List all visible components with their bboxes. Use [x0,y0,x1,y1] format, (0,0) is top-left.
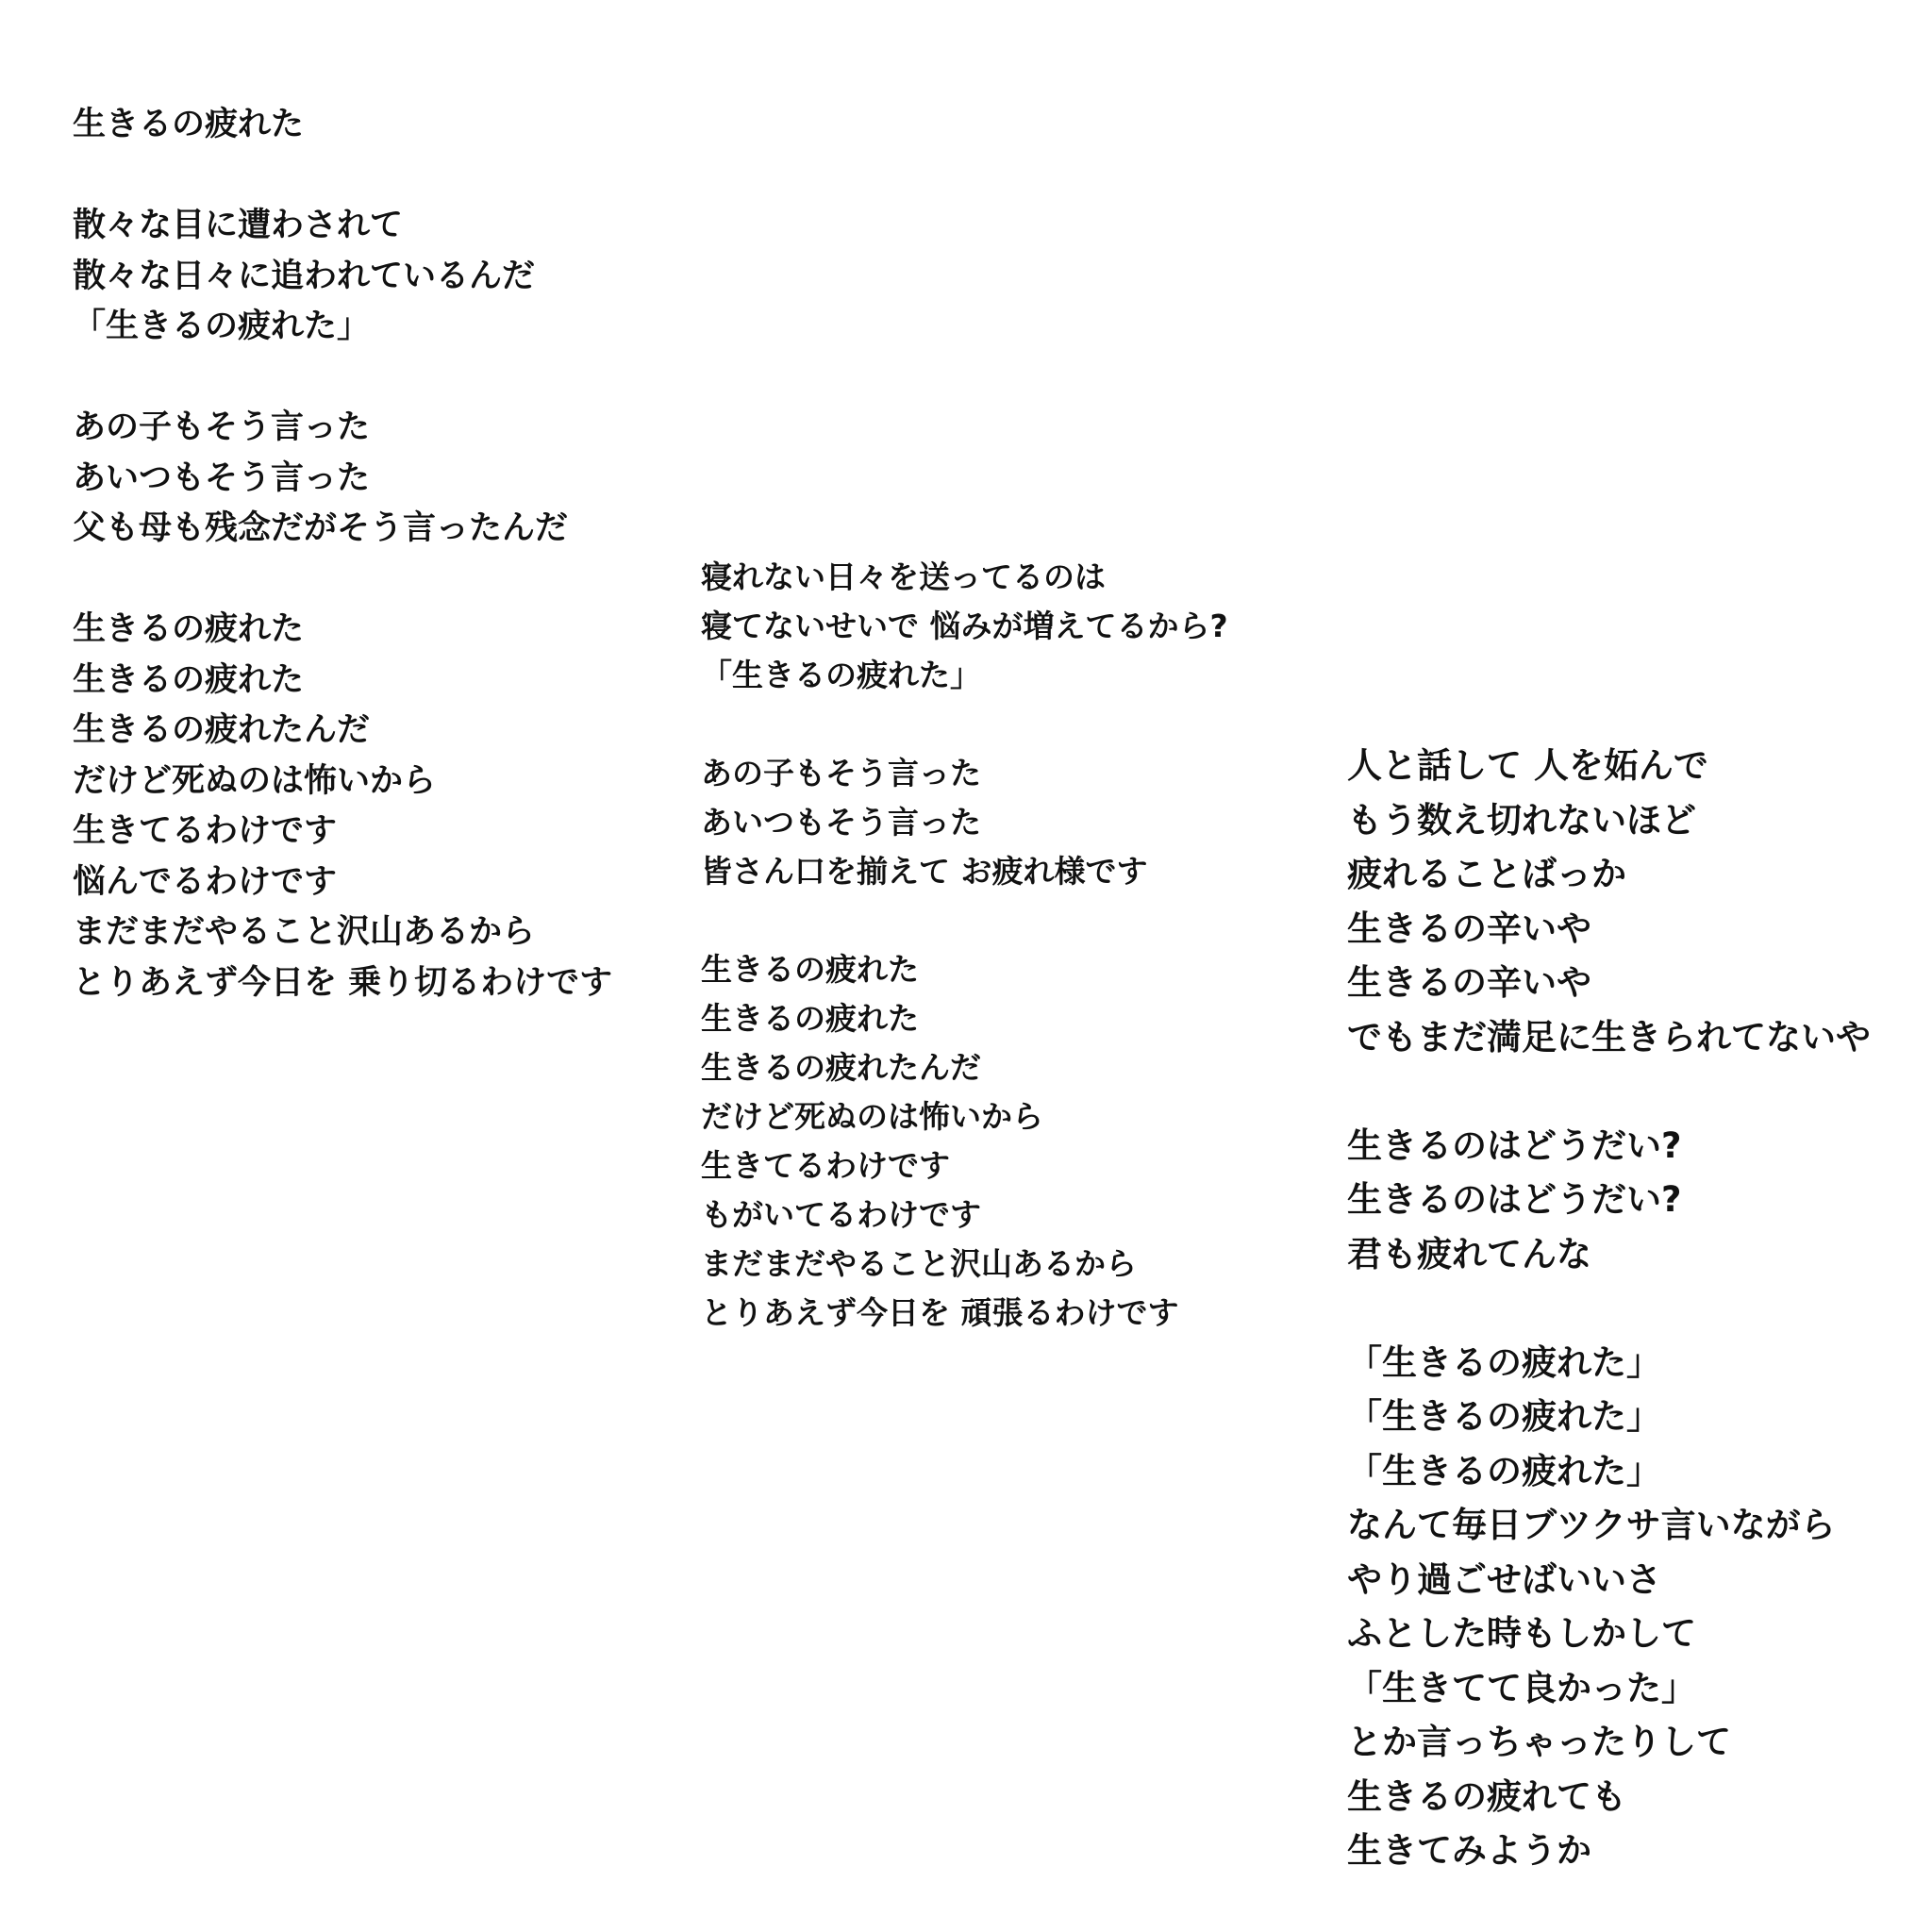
lyric-line: 散々な日々に追われているんだ [73,257,536,295]
lyric-line: 「生きてて良かった」 [1347,1667,1696,1708]
lyric-line: 「生きるの疲れた」 [1347,1396,1661,1437]
lyric-line: まだまだやること沢山あるから [73,913,536,951]
lyric-line: でもまだ満足に生きられてないや [1347,1016,1871,1058]
lyric-line [701,700,1228,749]
lyric-line: 生きるのはどうだい? [1347,1124,1682,1166]
lyric-line: 生きるの疲れた [701,1000,919,1037]
lyric-line: 生きてるわけです [701,1147,950,1184]
lyric-line: とか言っちゃったりして [1347,1722,1731,1762]
lyric-line: あの子もそう言った [701,755,981,791]
lyric-line: とりあえず今日を 頑張るわけです [701,1294,1179,1331]
lyric-line: 生きるの疲れた [701,951,919,988]
lyric-line: 生きるの疲れたんだ [73,711,371,749]
lyric-line [701,896,1228,945]
lyric-line: だけど死ぬのは怖いから [73,761,437,800]
lyric-line: もう数え切れないほど [1347,799,1696,841]
lyric-line: 生きるの辛いや [1347,962,1591,1003]
lyric-line: 生きるの疲れても [1347,1775,1626,1817]
lyric-line: 寝れない日々を送ってるのは [701,558,1106,595]
lyric-line: 「生きるの疲れた」 [1347,1341,1661,1383]
lyric-line: 寝てないせいで 悩みが増えてるから? [701,608,1228,644]
lyric-line: 生きるの疲れた [73,106,305,143]
lyrics-column-3 [1347,739,1871,1878]
lyric-line: 生きるの辛いや [1347,908,1591,949]
lyric-line: 生きるの疲れた [73,610,305,648]
lyric-line: 疲れることばっか [1347,854,1626,894]
lyric-line: 生きるの疲れた [73,660,305,699]
lyric-line: 皆さん口を揃えて お疲れ様です [701,853,1148,890]
lyric-line: 悩んでるわけです [73,862,338,901]
lyrics-column-2 [701,553,1228,1338]
lyric-line [1347,1064,1871,1119]
lyric-line: 生きるの疲れたんだ [701,1049,981,1086]
lyric-line: あいつもそう言った [73,458,371,497]
lyric-line: 生きるのはどうだい? [1347,1179,1682,1220]
lyric-line [1347,1281,1871,1336]
lyric-line: 生きてみようか [1347,1830,1591,1871]
lyrics-column-1 [73,100,612,1008]
lyric-line: とりあえず今日を 乗り切るわけです [73,963,613,1002]
lyric-line [73,555,612,606]
lyric-line: やり過ごせばいいさ [1347,1558,1661,1600]
lyric-line: まだまだやること沢山あるから [701,1245,1137,1282]
lyric-line: なんて毎日ブツクサ言いながら [1347,1505,1836,1545]
lyric-line: 父も母も残念だがそう言ったんだ [73,509,569,547]
lyric-line [73,353,612,404]
lyric-line: ふとした時もしかして [1347,1613,1696,1654]
lyric-line: 散々な目に遭わされて [73,207,404,244]
lyric-line: 「生きるの疲れた」 [73,308,371,345]
lyric-line [73,151,612,202]
lyric-line: 人と話して 人を妬んで [1347,745,1708,786]
lyric-line: 「生きるの疲れた」 [701,657,981,693]
lyric-line: 生きてるわけです [73,812,338,850]
lyric-line: あの子もそう言った [73,408,371,446]
lyric-line: だけど死ぬのは怖いから [701,1098,1043,1135]
lyric-line: あいつもそう言った [701,804,981,841]
lyric-line: 君も疲れてんな [1347,1233,1591,1274]
lyric-line: もがいてるわけです [701,1196,981,1233]
lyric-line: 「生きるの疲れた」 [1347,1450,1661,1491]
